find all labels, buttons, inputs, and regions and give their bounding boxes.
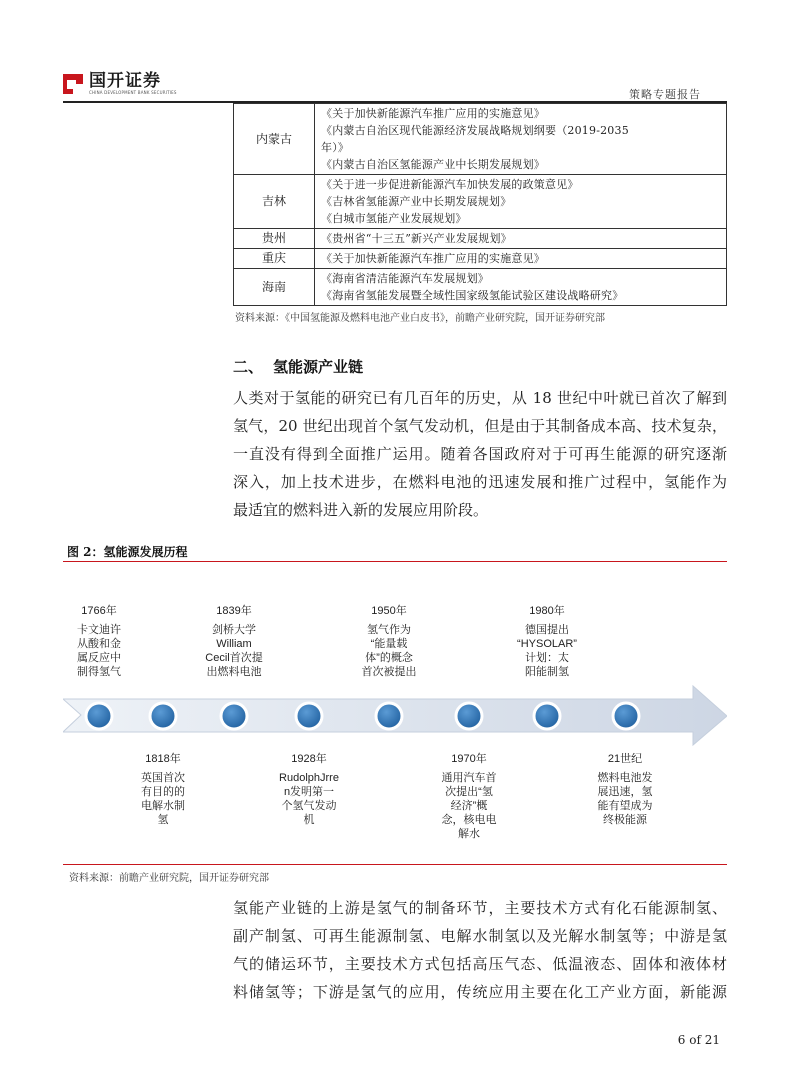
body-paragraph-chain <box>233 894 727 1006</box>
paragraph-line: 气的储运环节，主要技术方式包括高压气态、低温液态、固体和液体材 <box>233 955 727 973</box>
event-desc-line: William <box>216 638 252 650</box>
logo-name: 国开证券 <box>89 71 161 91</box>
event-year: 1839年 <box>216 605 252 617</box>
event-desc-line: 念，核电电 <box>441 814 497 826</box>
table-source-note: 资料来源：《中国氢能源及燃料电池产业白皮书》，前瞻产业研究院，国开证券研究部 <box>235 313 605 324</box>
table-row <box>234 104 727 175</box>
figure-title: 图 2：氢能源发展历程 <box>67 545 188 559</box>
company-logo <box>63 72 177 95</box>
logo-english-name: CHINA DEVELOPMENT BANK SECURITIES <box>89 90 177 95</box>
event-desc-line: 属反应中 <box>77 652 121 664</box>
paragraph-line: 料储氢等；下游是氢气的应用，传统应用主要在化工产业方面，新能源 <box>233 983 727 1001</box>
event-desc-line: 氢气作为 <box>367 624 411 636</box>
event-desc-line: 英国首次 <box>141 772 185 784</box>
timeline-node <box>376 703 402 729</box>
table-row <box>234 229 727 249</box>
timeline-node <box>456 703 482 729</box>
province-cell: 重庆 <box>234 249 315 269</box>
event-desc-line: 经济”概 <box>450 800 488 812</box>
policy-doc: 《海南省清洁能源汽车发展规划》 <box>321 272 489 285</box>
event-desc-line: “HYSOLAR” <box>517 638 577 650</box>
policy-doc: 《关于加快新能源汽车推广应用的实施意见》 <box>321 107 545 120</box>
province-cell: 内蒙古 <box>234 104 315 175</box>
event-desc-line: 燃料电池发 <box>597 772 653 784</box>
province-cell: 贵州 <box>234 229 315 249</box>
timeline-node <box>534 703 560 729</box>
policy-docs-cell <box>315 175 727 229</box>
policy-doc: 《吉林省氢能源产业中长期发展规划》 <box>321 195 512 208</box>
policy-doc: 《贵州省“十三五”新兴产业发展规划》 <box>321 232 512 245</box>
paragraph-line: 副产制氢、可再生能源制氢、电解水制氢以及光解水制氢等；中游是氢 <box>233 927 727 945</box>
policy-doc: 《内蒙古自治区氢能源产业中长期发展规划》 <box>321 158 545 171</box>
page-number: 6 of 21 <box>677 1033 720 1047</box>
timeline-node <box>150 703 176 729</box>
event-desc-line: 解水 <box>458 828 480 840</box>
policy-docs-cell <box>315 104 727 175</box>
table-row <box>234 249 727 269</box>
report-type: 策略专题报告 <box>629 88 701 101</box>
event-desc-line: “能量载 <box>370 638 408 650</box>
event-desc-line: 卡文迪许 <box>77 624 121 636</box>
policy-docs-cell <box>315 229 727 249</box>
table-row <box>234 175 727 229</box>
timeline-event <box>118 752 208 827</box>
logo-mark-icon <box>63 74 83 94</box>
section-title-text: 氢能源产业链 <box>273 358 364 376</box>
event-desc-line: 制得氢气 <box>77 666 121 678</box>
timeline-node <box>296 703 322 729</box>
paragraph-line: 氢气，20 世纪出现首个氢气发动机，但是由于其制备成本高、技术复杂， <box>233 417 727 435</box>
event-year: 1950年 <box>371 605 407 617</box>
event-desc-line: 个氢气发动 <box>281 800 337 812</box>
event-desc-line: 氢 <box>157 814 169 826</box>
event-desc-line: 能有望成为 <box>597 800 653 812</box>
event-desc-line: 阳能制氢 <box>525 666 569 678</box>
policy-doc: 《海南省氢能发展暨全域性国家级氢能试验区建设战略研究》 <box>321 289 624 302</box>
section-number: 二、 <box>233 358 264 376</box>
timeline-event <box>502 604 592 679</box>
timeline-event <box>580 752 670 827</box>
policy-doc: 《关于进一步促进新能源汽车加快发展的政策意见》 <box>321 178 579 191</box>
timeline-event <box>264 752 354 827</box>
event-year: 21世纪 <box>607 753 643 765</box>
timeline-node <box>86 703 112 729</box>
province-cell: 海南 <box>234 269 315 306</box>
event-desc-line: n发明第一 <box>283 786 335 798</box>
policy-doc: 年）》 <box>321 141 350 154</box>
event-desc-line: 计划：太 <box>525 652 569 664</box>
event-desc-line: 有目的的 <box>141 786 185 798</box>
paragraph-line: 最适宜的燃料进入新的发展应用阶段。 <box>233 501 489 519</box>
paragraph-line: 氢能产业链的上游是氢气的制备环节，主要技术方式有化石能源制氢、 <box>233 899 727 917</box>
timeline-node <box>221 703 247 729</box>
paragraph-line: 深入，加上技术进步，在燃料电池的迅速发展和推广过程中，氢能作为 <box>233 473 727 491</box>
event-desc-line: RudolphJrre <box>279 772 339 784</box>
event-desc-line: Cecil首次提 <box>205 652 263 664</box>
event-year: 1970年 <box>451 753 487 765</box>
table-row <box>234 269 727 306</box>
event-desc-line: 从酸和金 <box>77 638 121 650</box>
policy-docs-cell <box>315 249 727 269</box>
event-year: 1766年 <box>81 605 117 617</box>
timeline-node <box>613 703 639 729</box>
figure-source-note: 资料来源：前瞻产业研究院，国开证券研究部 <box>69 873 269 884</box>
body-paragraph-intro <box>233 384 727 524</box>
section-heading <box>233 356 363 377</box>
hydrogen-timeline <box>63 568 727 862</box>
event-desc-line: 剑桥大学 <box>212 624 256 636</box>
timeline-event <box>189 604 279 679</box>
event-year: 1980年 <box>529 605 565 617</box>
paragraph-line: 人类对于氢能的研究已有几百年的历史，从 18 世纪中叶就已首次了解到 <box>233 389 727 407</box>
timeline-event <box>344 604 434 679</box>
event-desc-line: 次提出“氢 <box>445 786 493 798</box>
event-desc-line: 首次被提出 <box>361 666 417 678</box>
figure-bottom-rule <box>63 864 727 865</box>
policy-doc: 《内蒙古自治区现代能源经济发展战略规划纲要（2019-2035 <box>321 124 629 137</box>
event-desc-line: 电解水制 <box>141 800 185 812</box>
figure-top-rule <box>63 561 727 562</box>
event-desc-line: 体”的概念 <box>365 652 413 664</box>
event-desc-line: 德国提出 <box>525 624 569 636</box>
policy-doc: 《关于加快新能源汽车推广应用的实施意见》 <box>321 252 545 265</box>
event-year: 1928年 <box>291 753 327 765</box>
policy-docs-cell <box>315 269 727 306</box>
event-desc-line: 终极能源 <box>603 814 647 826</box>
event-desc-line: 通用汽车首 <box>441 772 497 784</box>
event-desc-line: 出燃料电池 <box>206 666 262 678</box>
event-desc-line: 展迅速，氢 <box>597 786 653 798</box>
paragraph-line: 一直没有得到全面推广运用。随着各国政府对于可再生能源的研究逐渐 <box>233 445 727 463</box>
timeline-event <box>424 752 514 841</box>
timeline-event <box>54 604 144 679</box>
province-cell: 吉林 <box>234 175 315 229</box>
event-desc-line: 机 <box>303 814 315 826</box>
event-year: 1818年 <box>145 753 181 765</box>
policy-table <box>233 103 727 306</box>
policy-doc: 《白城市氢能产业发展规划》 <box>321 212 467 225</box>
